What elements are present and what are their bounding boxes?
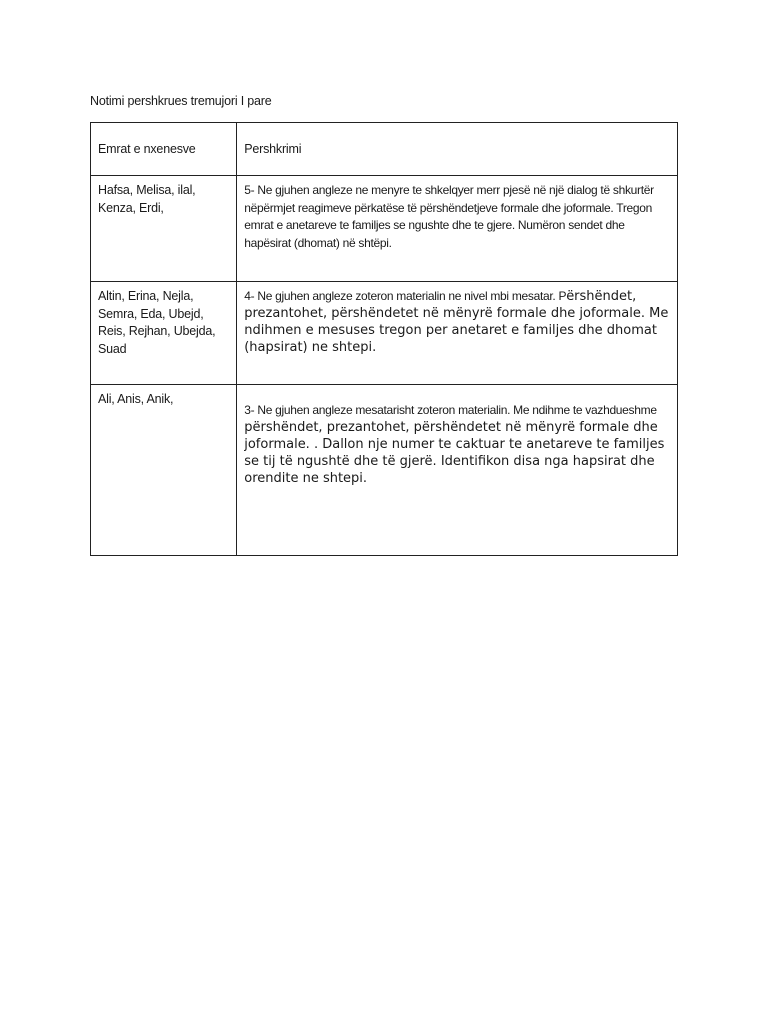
student-names: Altin, Erina, Nejla, Semra, Eda, Ubejd, Reis, Rejhan, Ubejda, Suad bbox=[98, 289, 216, 356]
names-cell bbox=[91, 176, 237, 282]
grade-description-small-text: 4- Ne gjuhen angleze zoteron materialin ne nivel mbi mesatar. P bbox=[244, 289, 567, 303]
names-cell bbox=[91, 385, 237, 556]
header-cell-description bbox=[237, 123, 678, 176]
grade-description bbox=[237, 385, 677, 491]
grade-description-large-text: përshëndet, prezantohet, përshëndetet në mënyrë formale dhe joformale. . Dallon nje numer te caktuar te anetareve te familjes se tij të ngushtë dhe të gjerë. Identifikon disa nga hapsirat dhe orendite ne shtepi. bbox=[244, 420, 665, 486]
header-cell-names bbox=[91, 123, 237, 176]
description-cell bbox=[237, 282, 678, 385]
student-names: Ali, Anis, Anik, bbox=[98, 392, 174, 406]
table-row bbox=[91, 176, 678, 282]
document-title: Notimi pershkrues tremujori I pare bbox=[90, 94, 272, 108]
description-cell bbox=[237, 176, 678, 282]
grade-description: 5- Ne gjuhen angleze ne menyre te shkelqyer merr pjesë në një dialog të shkurtër nëpërmjet reagimeve përkatëse të përshëndetjeve formale dhe joformale. Tregon emrat e anetareve te familjes se ngushte dhe te gjere. Numëron sendet dhe hapësirat (dhomat) në shtëpi. bbox=[244, 183, 654, 250]
grades-table bbox=[90, 122, 678, 556]
student-names: Hafsa, Melisa, ilal, Kenza, Erdi, bbox=[98, 183, 196, 215]
table-row bbox=[91, 385, 678, 556]
table-row bbox=[91, 282, 678, 385]
grade-description-large-text: ërshëndet, prezantohet, përshëndetet në mënyrë formale dhe joformale. Me ndihmen e mesuses tregon per anetaret e familjes dhe dhomat (hapsirat) ne shtepi. bbox=[244, 289, 669, 355]
grade-description-small-text: 3- Ne gjuhen angleze mesatarisht zoteron materialin. Me ndihme te vazhdueshme bbox=[244, 403, 657, 417]
table-header-row bbox=[91, 123, 678, 176]
names-cell bbox=[91, 282, 237, 385]
grade-description bbox=[237, 282, 677, 360]
description-cell bbox=[237, 385, 678, 556]
header-description-label: Pershkrimi bbox=[244, 142, 302, 156]
header-names-label: Emrat e nxenesve bbox=[98, 142, 196, 156]
